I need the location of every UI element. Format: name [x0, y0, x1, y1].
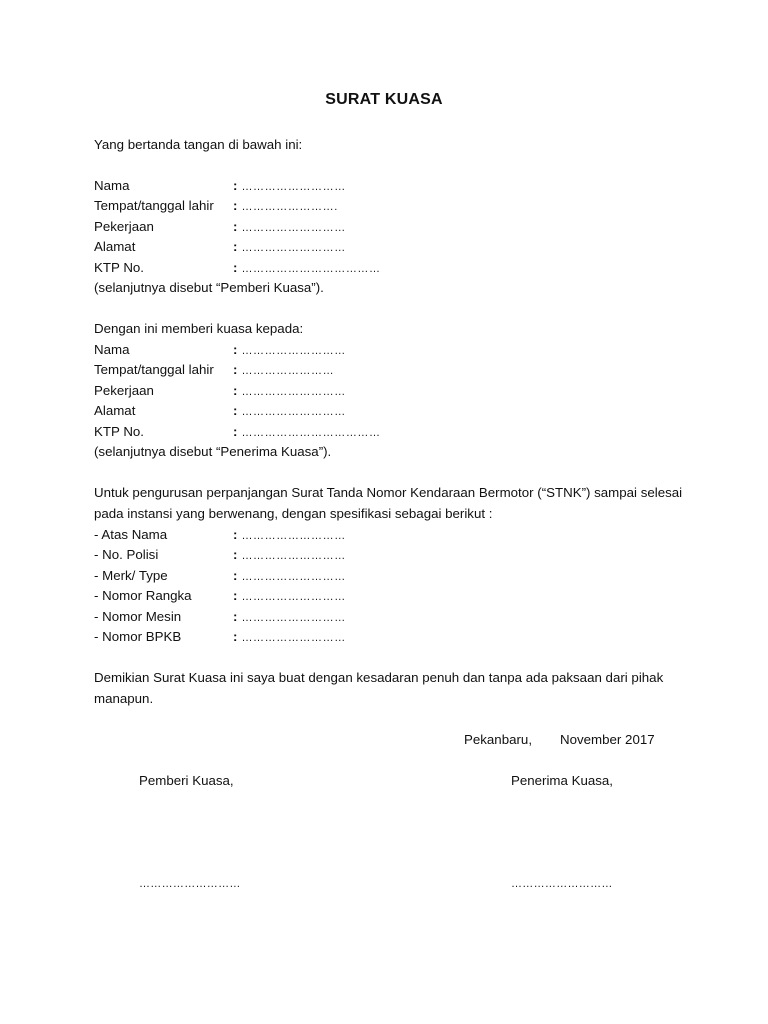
field-label: Alamat: [94, 239, 136, 254]
field-colon: :: [233, 219, 238, 234]
pemberi-signature-line: ………………………: [139, 878, 241, 890]
penerima-field-ktp: [94, 422, 381, 442]
field-blank: ………………………: [241, 550, 346, 562]
closing-paragraph: Demikian Surat Kuasa ini saya buat dengan kesadaran penuh dan tanpa ada paksaan dari pihak manapun.: [94, 670, 664, 706]
field-blank: ………………………: [241, 222, 346, 234]
field-blank: ………………………: [241, 632, 346, 644]
field-blank: ………………………: [241, 406, 346, 418]
field-blank: ………………………: [241, 386, 346, 398]
field-label: - No. Polisi: [94, 547, 159, 562]
document-title: SURAT KUASA: [325, 91, 443, 108]
field-blank: ………………………: [241, 571, 346, 583]
field-colon: :: [233, 362, 238, 377]
spec-atas-nama: [94, 525, 346, 545]
field-label: KTP No.: [94, 260, 145, 275]
penerima-signature-line: ………………………: [511, 878, 613, 890]
field-colon: :: [233, 178, 238, 193]
field-colon: :: [233, 260, 238, 275]
field-label: Nama: [94, 178, 130, 193]
pemberi-note: (selanjutnya disebut “Pemberi Kuasa”).: [94, 280, 324, 295]
intro-text: Yang bertanda tangan di bawah ini:: [94, 137, 303, 152]
field-colon: :: [233, 383, 238, 398]
place-date: [464, 730, 655, 750]
field-label: Tempat/tanggal lahir: [94, 198, 214, 213]
field-blank: ………………………: [241, 242, 346, 254]
field-label: - Nomor Mesin: [94, 609, 182, 624]
pemberi-field-nama: [94, 176, 346, 196]
field-colon: :: [233, 424, 238, 439]
field-colon: :: [233, 527, 238, 542]
field-colon: :: [233, 198, 238, 213]
penerima-field-pekerjaan: [94, 381, 346, 401]
penerima-note: (selanjutnya disebut “Penerima Kuasa”).: [94, 444, 332, 459]
field-label: - Nomor Rangka: [94, 588, 192, 603]
spec-no-polisi: [94, 545, 346, 565]
pemberi-field-ktp: [94, 258, 381, 278]
penerima-field-ttl: [94, 360, 334, 380]
penerima-kuasa-label: Penerima Kuasa,: [511, 773, 613, 788]
spec-merk-type: [94, 566, 346, 586]
month-year-text: November 2017: [560, 732, 655, 747]
field-label: - Atas Nama: [94, 527, 168, 542]
field-colon: :: [233, 239, 238, 254]
field-label: Pekerjaan: [94, 219, 154, 234]
purpose-paragraph: Untuk pengurusan perpanjangan Surat Tanda Nomor Kendaraan Bermotor (“STNK”) sampai selesai pada instansi yang berwenang, dengan spesifikasi sebagai berikut :: [94, 485, 683, 521]
pemberi-kuasa-label: Pemberi Kuasa,: [139, 773, 234, 788]
field-colon: :: [233, 403, 238, 418]
pemberi-field-pekerjaan: [94, 217, 346, 237]
field-colon: :: [233, 547, 238, 562]
field-blank: ………………………: [241, 181, 346, 193]
field-label: Pekerjaan: [94, 383, 154, 398]
spec-nomor-mesin: [94, 607, 346, 627]
field-label: - Nomor BPKB: [94, 629, 182, 644]
place-text: Pekanbaru,: [464, 732, 533, 747]
field-label: Alamat: [94, 403, 136, 418]
field-label: Tempat/tanggal lahir: [94, 362, 214, 377]
field-label: - Merk/ Type: [94, 568, 168, 583]
field-colon: :: [233, 588, 238, 603]
field-colon: :: [233, 342, 238, 357]
pemberi-field-alamat: [94, 237, 346, 257]
penerima-field-alamat: [94, 401, 346, 421]
field-blank: ………………………: [241, 612, 346, 624]
field-colon: :: [233, 629, 238, 644]
field-blank: ………………………………: [241, 427, 381, 439]
field-label: Nama: [94, 342, 130, 357]
field-label: KTP No.: [94, 424, 145, 439]
spec-nomor-bpkb: [94, 627, 346, 647]
field-blank: ……………………: [241, 365, 335, 377]
field-blank: ………………………………: [241, 263, 381, 275]
field-colon: :: [233, 568, 238, 583]
spec-nomor-rangka: [94, 586, 346, 606]
field-blank: ………………………: [241, 530, 346, 542]
field-blank: ………………………: [241, 591, 346, 603]
field-blank: …………………….: [241, 201, 338, 213]
penerima-field-nama: [94, 340, 346, 360]
field-colon: :: [233, 609, 238, 624]
penerima-intro: Dengan ini memberi kuasa kepada:: [94, 321, 304, 336]
pemberi-field-ttl: [94, 196, 338, 216]
field-blank: ………………………: [241, 345, 346, 357]
